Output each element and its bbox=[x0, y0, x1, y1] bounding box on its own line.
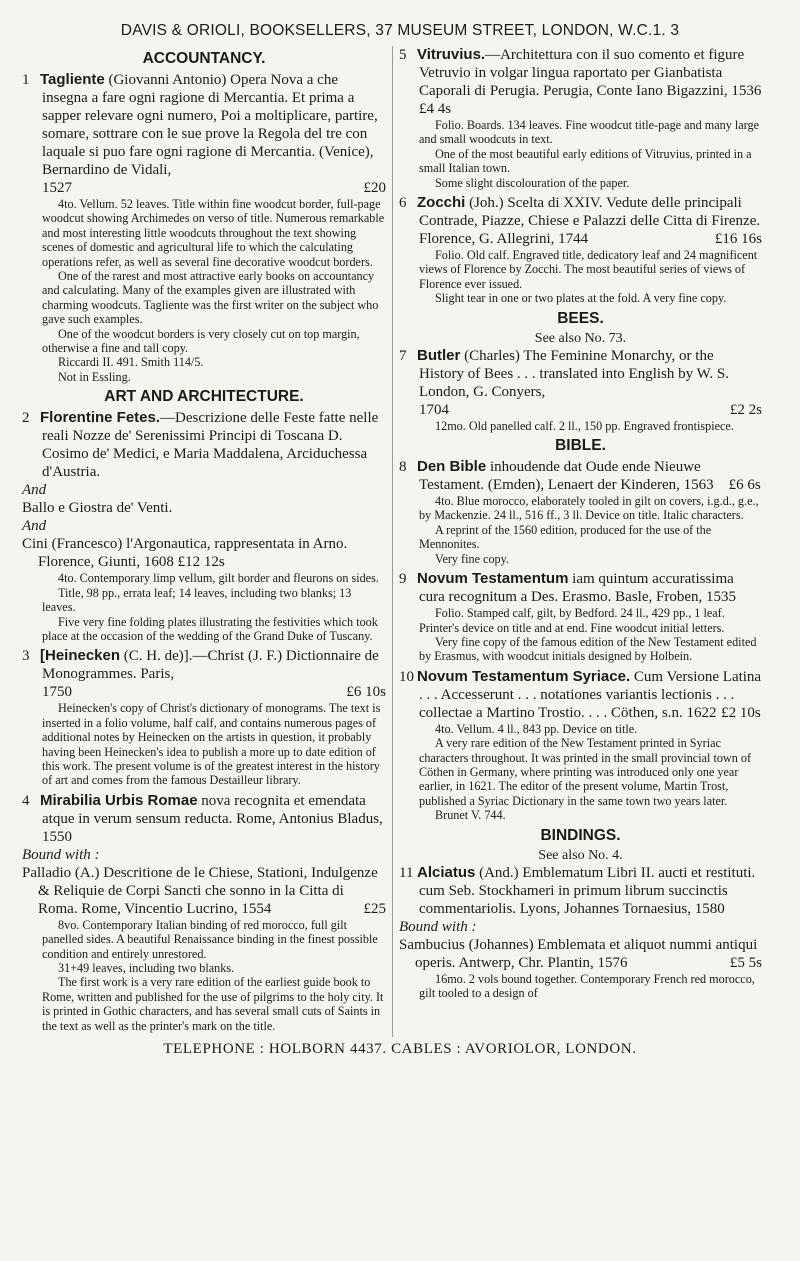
entry-price: £5 5s bbox=[729, 954, 762, 971]
entry-number: 10 bbox=[399, 668, 414, 685]
entry-number: 4 bbox=[22, 792, 30, 809]
desc-paragraph: 4to. Blue morocco, elaborately tooled in gilt on covers, i.g.d., g.e., by Mackenzie. 24 ll., 516 ff., 3 ll. Device on title. Italic characters. bbox=[419, 494, 759, 523]
entry-price: £6 10s bbox=[346, 684, 386, 701]
entry-author: Vitruvius. bbox=[417, 46, 486, 63]
catalogue-entry-9 bbox=[399, 570, 762, 664]
entry-author: Florentine Fetes. bbox=[40, 409, 161, 427]
entry-title: —Architettura con il suo comento et figure Vetruvio in volgar lingua raportato per Gianbatista Caporali di Perugia. Perugia, Conte Iano Bigazzini, 1536 £4 4s bbox=[419, 47, 762, 117]
sub-entry bbox=[399, 936, 762, 972]
entry-description bbox=[399, 972, 762, 1001]
desc-paragraph: One of the rarest and most attractive early books on accountancy and calculating. Many of the examples given are illustrated with charming woodcuts. Tagliente was the first writer on the subject who gave such examples. bbox=[42, 269, 379, 327]
section-heading-bindings: BINDINGS. bbox=[540, 826, 621, 844]
entry-author: Mirabilia Urbis Romae bbox=[40, 791, 198, 809]
desc-paragraph: Heinecken's copy of Christ's dictionary of monograms. The text is inserted in a folio volume, half calf, and contains numerous pages of additional notes by Heinecken on the artists in question, it probably having been Heinecken's idea to publish a more up to date edition of this work. The present volume is of the greatest interest in the history of art and comes from the famous Destailleur library. bbox=[42, 701, 381, 788]
desc-paragraph: One of the woodcut borders is very closely cut on top margin, otherwise a fine and tall copy. bbox=[42, 326, 360, 356]
entry-description bbox=[22, 197, 386, 384]
catalogue-entry-10 bbox=[399, 668, 762, 823]
page-footer: TELEPHONE : HOLBORN 4437. CABLES : AVORIOLOR, LONDON. bbox=[163, 1041, 637, 1057]
desc-paragraph: 31+49 leaves, including two blanks. bbox=[58, 960, 235, 975]
entry-year: 1704 bbox=[419, 401, 449, 418]
running-head: DAVIS & ORIOLI, BOOKSELLERS, 37 MUSEUM STREET, LONDON, W.C.1. 3 bbox=[120, 22, 680, 39]
entry-year: 1527 bbox=[42, 180, 72, 196]
entry-description bbox=[399, 494, 762, 566]
bound-with-label: Bound with : bbox=[399, 918, 477, 935]
entry-number: 8 bbox=[399, 459, 407, 476]
catalogue-entry-7 bbox=[399, 347, 762, 433]
desc-paragraph: Very fine copy. bbox=[435, 551, 509, 566]
entry-title: (Giovanni Antonio) Opera Nova a che insegna a fare ogni ragione di Mercantia. Et prima a sapper relevare ogni numero, Poi a moltiplicare, partire, somare, sottrare con le sue prove la Regola del tre con laquale si puo fare ogni ragione di Mercantia. (Venice), Bernardino de Vidali, bbox=[42, 72, 378, 178]
entry-author: Novum Testamentum bbox=[417, 570, 569, 588]
catalogue-entry-1 bbox=[22, 71, 386, 384]
sub-entry-title: Sambucius (Johannes) Emblemata et aliquot nummi antiqui operis. Antwerp, Chr. Plantin, 1576 bbox=[399, 936, 758, 971]
entry-description bbox=[399, 118, 762, 190]
entry-description bbox=[399, 419, 762, 433]
see-also-note: See also No. 4. bbox=[538, 847, 623, 863]
entry-title: iam quintum accuratissima cura recognitum a Des. Erasmo. Basle, Froben, 1535 bbox=[419, 571, 736, 606]
bound-with-label: Bound with : bbox=[22, 846, 100, 863]
entry-author: Den Bible bbox=[417, 458, 487, 476]
desc-paragraph: Not in Essling. bbox=[58, 369, 131, 384]
desc-paragraph: Title, 98 pp., errata leaf; 14 leaves, including two blanks; 13 leaves. bbox=[42, 585, 352, 615]
entry-title: (Charles) The Feminine Monarchy, or the History of Bees . . . translated into English by W. S. London, G. Conyers, bbox=[419, 347, 729, 400]
entry-title: (And.) Emblematum Libri II. aucti et restituti. cum Seb. Stockhameri in primum librum succinctis commentariolis. Lyons, Johannes Tornaesius, 1580 bbox=[419, 864, 756, 917]
entry-author: Alciatus bbox=[417, 863, 476, 881]
catalogue-entry-11 bbox=[399, 864, 762, 1001]
entry-title: nova recognita et emendata atque in verum sensum reducta. Rome, Antonius Bladus, 1550 bbox=[42, 792, 383, 845]
desc-paragraph: A very rare edition of the New Testament printed in Syriac characters throughout. It was printed in the small provincial town of Cöthen in Germany, where printing was introduced only one year earlier, in 1621. The editor of the present volume, Martin Trost, published a Syriac Dictionary in the same town two years later. bbox=[419, 736, 752, 808]
entry-description bbox=[399, 722, 762, 823]
desc-paragraph: Very fine copy of the famous edition of the New Testament edited by Erasmus, with woodcut initials designed by Holbein. bbox=[419, 634, 757, 664]
catalogue-entry-2 bbox=[22, 409, 386, 643]
entry-price: £16 16s bbox=[714, 231, 762, 248]
entry-title: inhoudende dat Oude ende Nieuwe Testament. (Emden), Lenaert der Kinderen, 1563 bbox=[419, 459, 714, 494]
entry-description bbox=[399, 248, 762, 306]
sub-entry-title: Palladio (A.) Descritione de le Chiese, Stationi, Indulgenze & Reliquie de Corpi Sancti che sonno in la Citta di Roma. Rome, Vincentio Lucrino, 1554 bbox=[22, 864, 378, 917]
entry-number: 7 bbox=[399, 347, 407, 364]
entry-price: £25 bbox=[363, 900, 386, 917]
desc-paragraph: 12mo. Old panelled calf. 2 ll., 150 pp. Engraved frontispiece. bbox=[435, 418, 734, 433]
desc-paragraph: 4to. Contemporary limp vellum, gilt border and fleurons on sides. bbox=[58, 571, 379, 586]
entry-number: 6 bbox=[399, 195, 407, 212]
section-heading-bible: BIBLE. bbox=[555, 437, 606, 455]
entry-year: 1750 bbox=[42, 684, 72, 701]
entry-price: £2 10s bbox=[721, 704, 761, 721]
entry-number: 11 bbox=[399, 864, 414, 881]
desc-paragraph: 4to. Vellum. 52 leaves. Title within fine woodcut border, full-page woodcut showing Archimedes on verso of title. Numerous remarkable and most interesting little woodcuts throughout the text showing scenes of domestic and agricultural life to which the calculating operations refer, as well as several fine decorative woodcut borders. bbox=[42, 197, 385, 269]
catalogue-entry-4 bbox=[22, 792, 386, 1033]
desc-paragraph: Folio. Stamped calf, gilt, by Bedford. 24 ll., 429 pp., 1 leaf. Printer's device on title and at end. Fine woodcut initial letters. bbox=[419, 606, 725, 635]
desc-paragraph: A reprint of the 1560 edition, produced for the use of the Mennonites. bbox=[419, 522, 712, 552]
desc-paragraph: Brunet V. 744. bbox=[435, 808, 506, 823]
entry-title: —Descrizione delle Feste fatte nelle reali Nozze de' Serenissimi Principi di Toscana D. Cosimo de' Medici, e Maria Maddalena, Arciduchessa d'Austria. bbox=[42, 410, 379, 481]
desc-paragraph: Folio. Boards. 134 leaves. Fine woodcut title-page and many large and small woodcuts in text. bbox=[419, 118, 760, 147]
entry-author: Tagliente bbox=[40, 71, 105, 88]
sub-entry bbox=[22, 864, 386, 918]
and-connector: And bbox=[22, 482, 47, 499]
entry-description bbox=[399, 606, 762, 664]
desc-paragraph: 8vo. Contemporary Italian binding of red morocco, full gilt panelled sides. A beautiful Renaissance binding in the finest possible condition and entirely unrestored. bbox=[42, 917, 378, 961]
desc-paragraph: Folio. Old calf. Engraved title, dedicatory leaf and 24 magnificent views of Florence by Zocchi. The most beautiful series of views of Florence ever issued. bbox=[419, 248, 758, 291]
entry-number: 1 bbox=[22, 72, 30, 88]
section-heading-accountancy: ACCOUNTANCY. bbox=[142, 50, 266, 67]
entry-title: (Joh.) Scelta di XXIV. Vedute delle principali Contrade, Piazze, Chiese e Palazzi delle Citta di Firenze. Florence, G. Allegrini, 1744 bbox=[419, 195, 761, 248]
catalogue-entry-8 bbox=[399, 458, 762, 566]
entry-author: [Heinecken bbox=[40, 647, 121, 665]
catalogue-entry-6 bbox=[399, 194, 762, 306]
desc-paragraph: Riccardi II. 491. Smith 114/5. bbox=[58, 355, 204, 370]
entry-number: 3 bbox=[22, 648, 30, 665]
entry-author: Novum Testamentum Syriace. bbox=[417, 667, 631, 685]
left-column bbox=[16, 46, 392, 1037]
sub-entry: Ballo e Giostra de' Venti. bbox=[22, 500, 173, 517]
section-heading-art: ART AND ARCHITECTURE. bbox=[104, 388, 304, 406]
desc-paragraph: Some slight discolouration of the paper. bbox=[435, 175, 630, 190]
entry-number: 5 bbox=[399, 47, 407, 63]
entry-number: 2 bbox=[22, 410, 30, 427]
catalogue-entry-3 bbox=[22, 647, 386, 787]
entry-author: Zocchi bbox=[417, 194, 466, 212]
see-also-note: See also No. 73. bbox=[534, 330, 627, 346]
entry-price: £2 2s bbox=[729, 401, 762, 418]
entry-price: £20 bbox=[363, 180, 386, 196]
entry-description bbox=[22, 918, 386, 1033]
sub-entry: Cini (Francesco) l'Argonautica, rappresentata in Arno. Florence, Giunti, 1608 £12 12s bbox=[22, 536, 348, 571]
and-connector: And bbox=[22, 518, 47, 535]
entry-author: Butler bbox=[417, 346, 461, 364]
entry-description bbox=[22, 571, 386, 643]
entry-title: (C. H. de)].—Christ (J. F.) Dictionnaire de Monogrammes. Paris, bbox=[42, 648, 379, 683]
right-column bbox=[392, 46, 768, 1037]
catalogue-entry-5 bbox=[399, 46, 762, 190]
section-heading-bees: BEES. bbox=[557, 309, 604, 327]
desc-paragraph: One of the most beautiful early editions of Vitruvius, printed in a small Italian town. bbox=[419, 146, 752, 176]
desc-paragraph: The first work is a very rare edition of the earliest guide book to Rome, written and published for the use of pilgrims to the holy city. It is printed in Gothic characters, and has several small cuts of Saints in the text as well as the printer's mark on the title. bbox=[42, 975, 384, 1033]
entry-title: Cum Versione Latina . . . Accesserunt . . . notationes variantis lectionis . . . collectae a Martino Trostio. . . . Cöthen, s.n. 1622 bbox=[419, 668, 762, 721]
entry-number: 9 bbox=[399, 571, 407, 588]
desc-paragraph: 16mo. 2 vols bound together. Contemporary French red morocco, gilt tooled to a design of bbox=[419, 971, 755, 1000]
entry-description bbox=[22, 701, 386, 787]
desc-paragraph: 4to. Vellum. 4 ll., 843 pp. Device on title. bbox=[435, 721, 638, 736]
entry-price: £6 6s bbox=[728, 477, 761, 494]
desc-paragraph: Five very fine folding plates illustrating the festivities which took place at the occasion of the wedding of the Grand Duke of Tuscany. bbox=[42, 614, 378, 643]
desc-paragraph: Slight tear in one or two plates at the fold. A very fine copy. bbox=[435, 291, 727, 306]
columns bbox=[16, 46, 784, 1037]
